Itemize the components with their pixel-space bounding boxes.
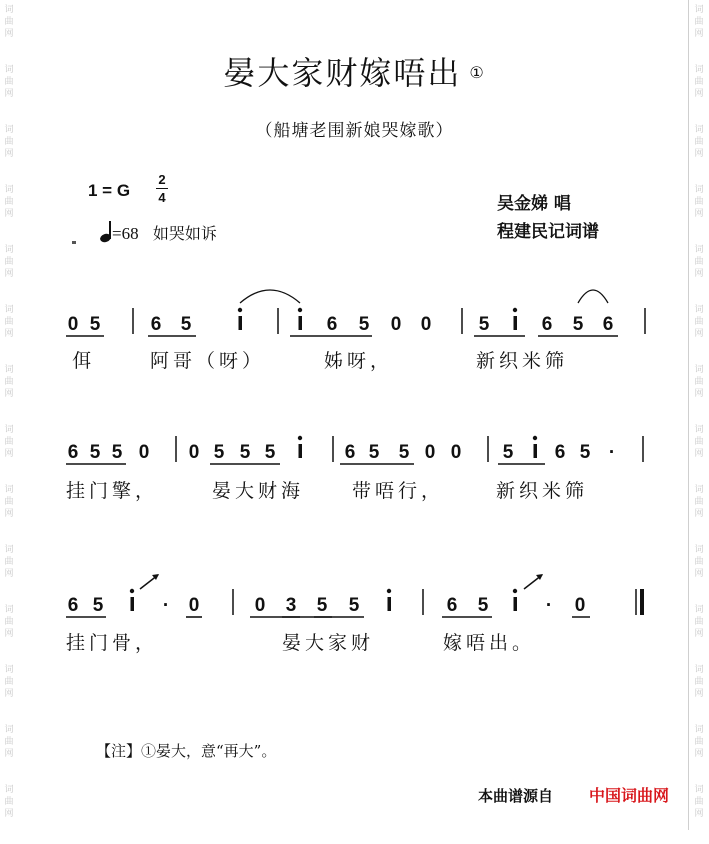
time-denominator: 4: [158, 190, 166, 205]
lyric-text: 带唔行，: [352, 480, 445, 502]
watermark-char: 词: [4, 365, 14, 375]
brand-link[interactable]: 中国词曲网: [589, 786, 670, 805]
watermark-char: 网: [694, 569, 704, 579]
watermark-char: 网: [4, 569, 14, 579]
note-digit: 5: [579, 442, 591, 463]
watermark-char: 网: [694, 809, 704, 819]
high-octave-dot: [298, 308, 302, 312]
note-digit: 5: [92, 595, 104, 616]
watermark-char: 词: [694, 305, 704, 315]
note-digit: [514, 597, 518, 611]
watermark-char: 网: [4, 89, 14, 99]
watermark-char: 词: [4, 485, 14, 495]
watermark-char: 曲: [694, 617, 704, 627]
watermark-char: 网: [694, 749, 704, 759]
watermark-char: 曲: [4, 437, 14, 447]
watermark-char: 词: [4, 725, 14, 735]
footnote: 【注】①晏大，意“再大”。: [96, 742, 277, 760]
lyric-text: 挂门骨，: [66, 632, 159, 654]
watermark-char: 词: [694, 365, 704, 375]
watermark-char: 词: [4, 605, 14, 615]
watermark-char: 网: [4, 449, 14, 459]
extension-dot: ·: [162, 595, 170, 616]
watermark-char: 曲: [694, 557, 704, 567]
watermark-char: 词: [694, 485, 704, 495]
watermark-unit: [692, 724, 706, 784]
lyric-text: 姊呀，: [324, 350, 394, 372]
note-digit: 6: [150, 314, 162, 335]
watermark-char: 曲: [4, 797, 14, 807]
watermark-char: 曲: [4, 137, 14, 147]
note-digit: [299, 316, 303, 330]
watermark-char: 曲: [694, 797, 704, 807]
watermark-char: 曲: [4, 617, 14, 627]
watermark-char: 网: [694, 629, 704, 639]
note-digit: [239, 316, 243, 330]
watermark-char: 曲: [694, 77, 704, 87]
watermark-char: 网: [4, 749, 14, 759]
watermark-char: 网: [4, 629, 14, 639]
high-octave-dot: [298, 436, 302, 440]
high-octave-dot: [130, 589, 134, 593]
note-digit: 0: [420, 314, 432, 335]
extension-dot: ·: [545, 595, 553, 616]
high-octave-dot: [513, 589, 517, 593]
watermark-char: 词: [694, 725, 704, 735]
watermark-char: 网: [4, 209, 14, 219]
note-digit: 5: [239, 442, 251, 463]
final-barline-thick: [640, 589, 644, 615]
tempo-value: =68: [112, 224, 139, 243]
watermark-char: 曲: [694, 137, 704, 147]
watermark-char: 曲: [694, 497, 704, 507]
note-digit: [514, 316, 518, 330]
watermark-char: 网: [4, 329, 14, 339]
watermark-char: 词: [694, 605, 704, 615]
note-digit: 5: [316, 595, 328, 616]
note-digit: 5: [264, 442, 276, 463]
credit-singer: 吴金娣 唱: [497, 194, 571, 214]
note-digit: 6: [67, 595, 79, 616]
lyric-text: 晏大家财: [282, 632, 375, 654]
watermark-char: 曲: [4, 677, 14, 687]
watermark-char: 网: [4, 269, 14, 279]
note-digit: [299, 444, 303, 458]
note-digit: 0: [67, 314, 79, 335]
note-digit: 6: [446, 595, 458, 616]
watermark-unit: [2, 724, 16, 784]
watermark-char: 词: [694, 545, 704, 555]
lyric-text: 晏大财海: [212, 480, 305, 502]
note-digit: 5: [572, 314, 584, 335]
watermark-unit: [2, 784, 16, 844]
watermark-char: 词: [694, 5, 704, 15]
watermark-char: 曲: [4, 77, 14, 87]
note-digit: 0: [390, 314, 402, 335]
watermark-char: 词: [694, 785, 704, 795]
watermark-char: 网: [694, 29, 704, 39]
lyric-text: 新织米筛: [496, 480, 589, 502]
watermark-char: 词: [4, 185, 14, 195]
note-digit: 5: [213, 442, 225, 463]
watermark-char: 曲: [694, 677, 704, 687]
title-footnote-mark: ①: [469, 63, 486, 82]
watermark-char: 网: [4, 509, 14, 519]
lyric-text: 嫁唔出。: [443, 632, 536, 654]
watermark-char: 词: [4, 425, 14, 435]
note-digit: [388, 597, 392, 611]
watermark-char: 词: [4, 785, 14, 795]
watermark-char: 词: [694, 185, 704, 195]
watermark-char: 网: [4, 689, 14, 699]
watermark-char: 词: [4, 65, 14, 75]
watermark-char: 网: [694, 449, 704, 459]
watermark-char: 曲: [4, 557, 14, 567]
note-digit: [534, 444, 538, 458]
note-digit: 0: [138, 442, 150, 463]
note-digit: 0: [574, 595, 586, 616]
watermark-char: 词: [4, 245, 14, 255]
note-digit: 5: [348, 595, 360, 616]
high-octave-dot: [533, 436, 537, 440]
watermark-char: 网: [694, 329, 704, 339]
note-digit: 5: [358, 314, 370, 335]
note-digit: 0: [254, 595, 266, 616]
watermark-char: 网: [694, 509, 704, 519]
source-label: 本曲谱源自: [478, 787, 554, 805]
note-digit: 5: [111, 442, 123, 463]
watermark-char: 曲: [4, 497, 14, 507]
watermark-char: 网: [694, 89, 704, 99]
credit-recorder: 程建民记词谱: [497, 222, 599, 242]
watermark-char: 词: [4, 305, 14, 315]
tie-slur: [578, 290, 608, 303]
note-digit: 6: [326, 314, 338, 335]
watermark-char: 词: [694, 65, 704, 75]
note-digit: 5: [368, 442, 380, 463]
watermark-char: 曲: [4, 197, 14, 207]
note-digit: 0: [188, 595, 200, 616]
watermark-char: 网: [4, 149, 14, 159]
lyric-text: 新织米筛: [476, 350, 569, 372]
high-octave-dot: [238, 308, 242, 312]
watermark-char: 词: [694, 425, 704, 435]
watermark-char: 网: [694, 269, 704, 279]
watermark-char: 网: [4, 809, 14, 819]
watermark-char: 词: [4, 125, 14, 135]
watermark-char: 曲: [694, 737, 704, 747]
watermark-char: 曲: [694, 197, 704, 207]
note-digit: 6: [344, 442, 356, 463]
watermark-char: 曲: [694, 377, 704, 387]
watermark-char: 词: [4, 545, 14, 555]
high-octave-dot: [513, 308, 517, 312]
note-digit: 5: [180, 314, 192, 335]
lyric-text: 阿哥（呀）: [150, 350, 266, 372]
note-digit: 5: [89, 314, 101, 335]
note-digit: 5: [502, 442, 514, 463]
note-digit: 5: [89, 442, 101, 463]
note-digit: 6: [602, 314, 614, 335]
watermark-char: 曲: [694, 437, 704, 447]
watermark-char: 网: [4, 389, 14, 399]
note-digit: [131, 597, 135, 611]
watermark-char: 曲: [694, 17, 704, 27]
watermark-char: 词: [4, 665, 14, 675]
note-digit: 6: [554, 442, 566, 463]
watermark-char: 曲: [4, 377, 14, 387]
lyric-text: 挂门擎，: [66, 480, 159, 502]
note-digit: 6: [67, 442, 79, 463]
note-digit: 5: [478, 314, 490, 335]
watermark-char: 曲: [4, 737, 14, 747]
note-digit: 0: [450, 442, 462, 463]
title-text: 晏大家财嫁唔出: [223, 54, 462, 92]
watermark-char: 曲: [4, 317, 14, 327]
tempo-expression: 如哭如诉: [152, 224, 217, 243]
lyric-text: 佴: [72, 350, 96, 372]
watermark-char: 曲: [694, 317, 704, 327]
song-subtitle: （船塘老围新娘哭嫁歌）: [255, 121, 454, 141]
watermark-char: 网: [4, 29, 14, 39]
note-digit: 5: [398, 442, 410, 463]
watermark-char: 词: [4, 5, 14, 15]
note-digit: 0: [188, 442, 200, 463]
extension-dot: ·: [608, 442, 616, 463]
watermark-char: 网: [694, 209, 704, 219]
note-digit: 5: [477, 595, 489, 616]
note-digit: 0: [424, 442, 436, 463]
note-digit: 3: [285, 595, 297, 616]
note-digit: 6: [541, 314, 553, 335]
watermark-char: 曲: [4, 17, 14, 27]
watermark-char: 网: [694, 149, 704, 159]
watermark-char: 曲: [694, 257, 704, 267]
watermark-char: 网: [694, 389, 704, 399]
watermark-char: 网: [694, 689, 704, 699]
key-signature: 1 = G: [88, 181, 131, 200]
high-octave-dot: [387, 589, 391, 593]
time-numerator: 2: [158, 172, 166, 187]
watermark-unit: [692, 784, 706, 844]
tie-slur: [240, 290, 300, 303]
watermark-char: 曲: [4, 257, 14, 267]
watermark-char: 词: [694, 125, 704, 135]
watermark-char: 词: [694, 245, 704, 255]
watermark-char: 词: [694, 665, 704, 675]
